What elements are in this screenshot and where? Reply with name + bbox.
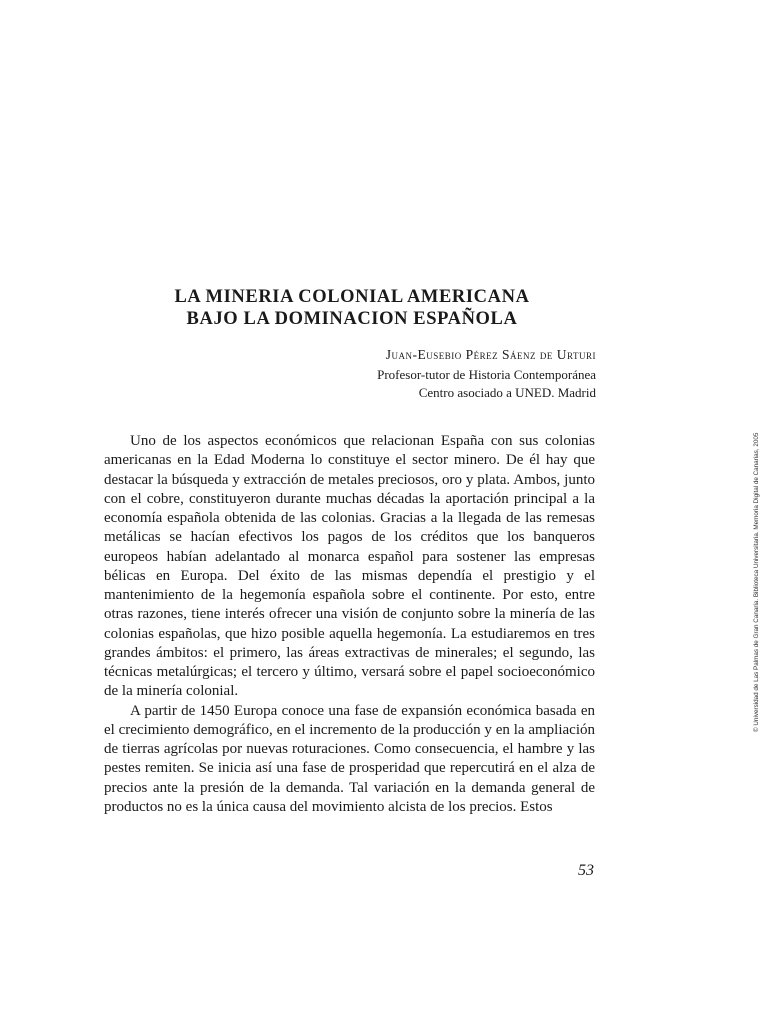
- page-number: 53: [578, 862, 594, 879]
- author-name: Juan-Eusebio Pérez Sáenz de Urturi: [385, 347, 596, 362]
- author-block: [377, 346, 596, 402]
- copyright-watermark: [752, 362, 764, 732]
- article-title-line-2: BAJO LA DOMINACION ESPAÑOLA: [186, 309, 518, 329]
- article-title-line-1: LA MINERIA COLONIAL AMERICANA: [174, 287, 530, 307]
- copyright-watermark-text: © Universidad de Las Palmas de Gran Canaria. Biblioteca Universitaria. Memoria Digital de Canarias, 2005: [753, 432, 760, 732]
- article-body: [104, 432, 595, 817]
- body-paragraph-2: A partir de 1450 Europa conoce una fase de expansión económica basada en el crecimiento demográfico, en el incremento de la producción y en la ampliación de tierras agrícolas por nuevas roturaciones. Como consecuencia, el hambre y las pestes remiten. Se inicia así una fase de prosperidad que repercutirá en el alza de precios ante la presión de la demanda. Tal variación en la demanda general de productos no es la única causa del movimiento alcista de los precios. Estos: [104, 702, 595, 815]
- article-title: [104, 286, 600, 330]
- body-paragraph-1: Uno de los aspectos económicos que relacionan España con sus colonias americanas en la Edad Moderna lo constituye el sector minero. De él hay que destacar la búsqueda y extracción de metales preciosos, oro y plata. Ambos, junto con el cobre, constituyeron durante muchas décadas la aportación principal a la economía española obtenida de las colonias. Gracias a la llegada de las remesas metálicas se hacían efectivos los pagos de los créditos que los banqueros europeos habían adelantado al monarca español para sostener las empresas bélicas en Europa. Del éxito de las mismas dependía el prestigio y el mantenimiento de la hegemonía española sobre el continente. Por esto, entre otras razones, tiene interés ofrecer una visión de conjunto sobre la minería de las colonias españolas, que hizo posible aquella hegemonía. La estudiaremos en tres grandes ámbitos: el primero, las áreas extractivas de minerales; el segundo, las técnicas metalúrgicas; el tercero y último, versará sobre el papel socioeconómico de la minería colonial.: [104, 433, 595, 700]
- author-affiliation-1: Profesor-tutor de Historia Contemporánea: [377, 367, 596, 382]
- author-affiliation-2: Centro asociado a UNED. Madrid: [418, 385, 596, 400]
